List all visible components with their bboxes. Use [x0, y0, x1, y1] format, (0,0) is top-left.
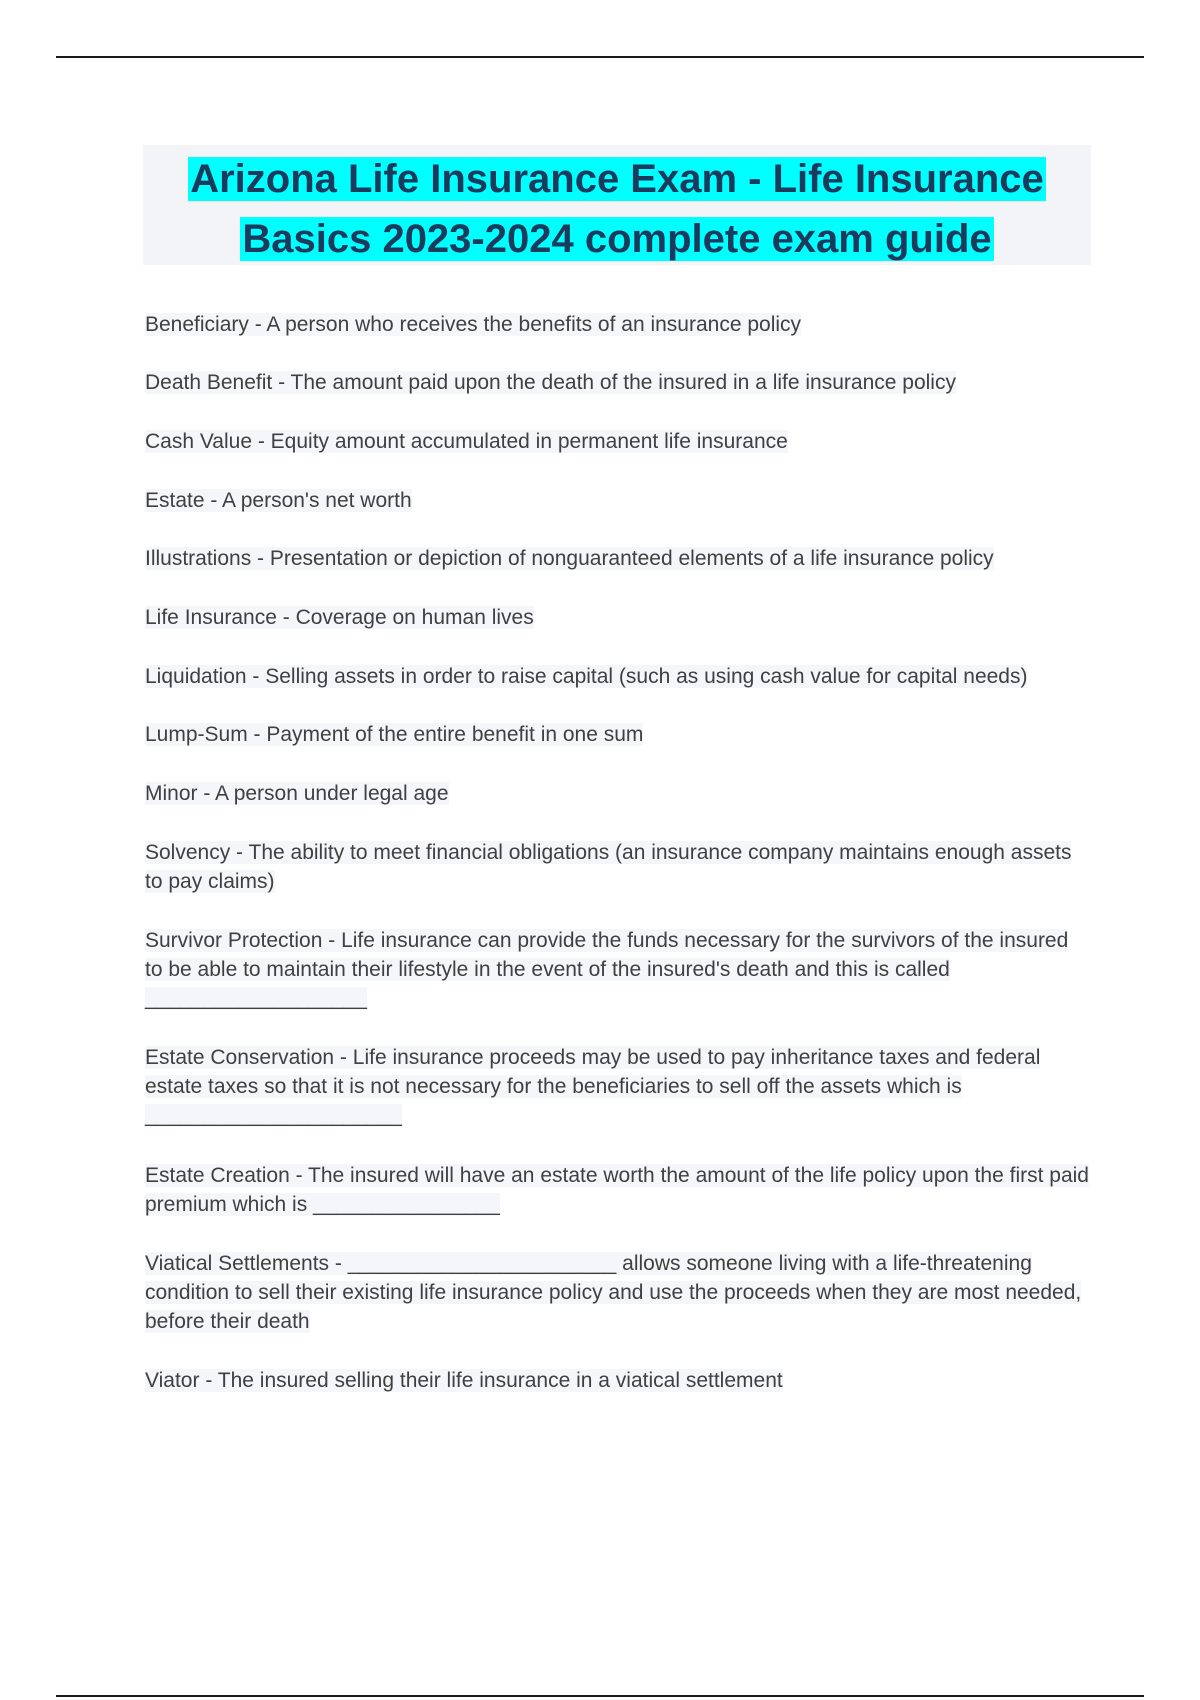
- definition-entry: Viator - The insured selling their life insurance in a viatical settlement: [145, 1369, 783, 1392]
- definition-entry: Life Insurance - Coverage on human lives: [145, 606, 534, 629]
- document-title: [143, 145, 1091, 269]
- definition-entry: Estate Conservation - Life insurance proceeds may be used to pay inheritance taxes and federal estate taxes so that it is not necessary for the beneficiaries to sell off the assets which is ______________________: [145, 1046, 1041, 1127]
- bottom-rule: [56, 1695, 1144, 1697]
- definition-entry: Survivor Protection - Life insurance can provide the funds necessary for the survivors of the insured to be able to maintain their lifestyle in the event of the insured's death and this is called ___________________: [145, 929, 1069, 1010]
- definition-entry: Lump-Sum - Payment of the entire benefit in one sum: [145, 723, 644, 746]
- definition-list: [145, 310, 1090, 1395]
- definition-entry: Beneficiary - A person who receives the benefits of an insurance policy: [145, 313, 802, 336]
- definition-entry: Minor - A person under legal age: [145, 782, 449, 805]
- definition-entry: Solvency - The ability to meet financial obligations (an insurance company maintains enough assets to pay claims): [145, 841, 1072, 893]
- definition-entry: Liquidation - Selling assets in order to raise capital (such as using cash value for capital needs): [145, 665, 1028, 688]
- title-line-2: Basics 2023-2024 complete exam guide: [242, 217, 992, 261]
- title-line-1: Arizona Life Insurance Exam - Life Insurance: [190, 157, 1044, 201]
- title-block: [143, 145, 1091, 265]
- definition-entry: Cash Value - Equity amount accumulated in permanent life insurance: [145, 430, 788, 453]
- definition-entry: Estate - A person's net worth: [145, 489, 412, 512]
- definition-entry: Death Benefit - The amount paid upon the death of the insured in a life insurance policy: [145, 371, 956, 394]
- definition-entry: Estate Creation - The insured will have an estate worth the amount of the life policy upon the first paid premium which is ________________: [145, 1164, 1089, 1216]
- top-rule: [56, 56, 1144, 58]
- definition-entry: Viatical Settlements - _______________________ allows someone living with a life-threatening condition to sell their existing life insurance policy and use the proceeds when they are most needed, before their death: [145, 1252, 1082, 1333]
- definition-entry: Illustrations - Presentation or depiction of nonguaranteed elements of a life insurance policy: [145, 547, 994, 570]
